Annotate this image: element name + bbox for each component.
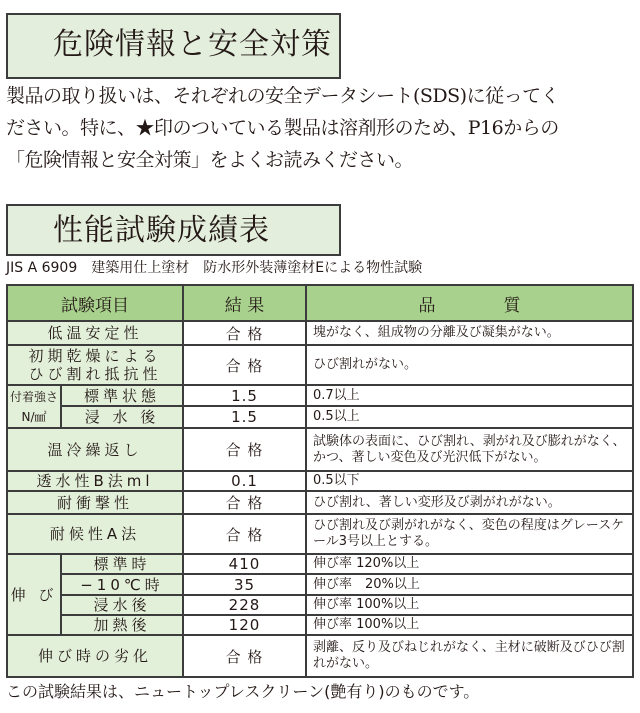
test-result: 0.1 bbox=[183, 471, 306, 491]
table-row bbox=[7, 428, 633, 471]
test-quality: 伸び率 100%以上 bbox=[306, 595, 633, 615]
test-result: 合 格 bbox=[183, 321, 306, 345]
test-result: 合 格 bbox=[183, 514, 306, 554]
test-result: 合 格 bbox=[183, 635, 306, 677]
test-quality: 0.5以下 bbox=[306, 471, 633, 491]
test-item: 低温安定性 bbox=[7, 321, 183, 345]
table-row bbox=[7, 406, 633, 428]
test-item: 透水性B法ml bbox=[7, 471, 183, 491]
table-row bbox=[7, 491, 633, 514]
table-row bbox=[7, 385, 633, 406]
table-row bbox=[7, 554, 633, 574]
test-quality: 伸び率 120%以上 bbox=[306, 554, 633, 574]
test-quality: ひび割れ、著しい変形及び剥がれがない。 bbox=[306, 491, 633, 514]
test-result: 合 格 bbox=[183, 428, 306, 471]
test-result: 1.5 bbox=[183, 406, 306, 428]
test-quality: 0.5以上 bbox=[306, 406, 633, 428]
paragraph-line: 製品の取り扱いは、それぞれの安全データシート(SDS)に従ってく bbox=[6, 85, 560, 107]
test-quality: ひび割れ及び剥がれがなく、変色の程度はグレースケール3号以上とする。 bbox=[306, 514, 633, 554]
table-row bbox=[7, 615, 633, 635]
test-item: 浸 水 後 bbox=[61, 406, 183, 428]
test-item: 耐候性A法 bbox=[7, 514, 183, 554]
header-quality: 品 質 bbox=[306, 285, 633, 321]
test-quality: 剥離、反り及びねじれがなく、主材に破断及びひび割れがない。 bbox=[306, 635, 633, 677]
header-test-item: 試験項目 bbox=[7, 285, 183, 321]
safety-paragraph bbox=[6, 80, 634, 176]
header-result: 結 果 bbox=[183, 285, 306, 321]
table-row bbox=[7, 595, 633, 615]
test-result: 35 bbox=[183, 574, 306, 595]
test-item: −10℃時 bbox=[61, 574, 183, 595]
test-item: 初期乾燥による ひび割れ抵抗性 bbox=[7, 345, 183, 385]
test-group-adhesion: 付着強さ N/㎟ bbox=[7, 385, 61, 428]
test-quality: 伸び率 100%以上 bbox=[306, 615, 633, 635]
table-row bbox=[7, 514, 633, 554]
test-result: 120 bbox=[183, 615, 306, 635]
paragraph-line: 「危険情報と安全対策」をよくお読みください。 bbox=[6, 149, 414, 171]
test-item: 温冷繰返し bbox=[7, 428, 183, 471]
table-row bbox=[7, 321, 633, 345]
test-item: 浸水後 bbox=[61, 595, 183, 615]
test-result: 1.5 bbox=[183, 385, 306, 406]
table-row bbox=[7, 635, 633, 677]
test-quality: 0.7以上 bbox=[306, 385, 633, 406]
table-header-row bbox=[7, 285, 633, 321]
test-result: 228 bbox=[183, 595, 306, 615]
test-item: 耐衝撃性 bbox=[7, 491, 183, 514]
test-result: 合 格 bbox=[183, 491, 306, 514]
test-standard-subtitle: JIS A 6909 建築用仕上塗材 防水形外装薄塗材Eによる物性試験 bbox=[6, 260, 423, 276]
performance-test-table bbox=[6, 284, 634, 678]
section-heading-safety: 危険情報と安全対策 bbox=[6, 13, 341, 79]
test-quality: 伸び率 20%以上 bbox=[306, 574, 633, 595]
test-item: 標準状態 bbox=[61, 385, 183, 406]
test-quality: 試験体の表面に、ひび割れ、剥がれ及び膨れがなく、かつ、著しい変色及び光沢低下がない。 bbox=[306, 428, 633, 471]
test-quality: 塊がなく、組成物の分離及び凝集がない。 bbox=[306, 321, 633, 345]
test-quality: ひび割れがない。 bbox=[306, 345, 633, 385]
paragraph-line: ださい。特に、★印のついている製品は溶剤形のため、P16からの bbox=[6, 117, 559, 139]
footer-note: この試験結果は、ニュートップレスクリーン(艶有り)のものです。 bbox=[6, 682, 480, 701]
test-result: 410 bbox=[183, 554, 306, 574]
table-row bbox=[7, 345, 633, 385]
test-item: 伸び時の劣化 bbox=[7, 635, 183, 677]
table-row bbox=[7, 471, 633, 491]
table-row bbox=[7, 574, 633, 595]
test-group-elongation: 伸 び bbox=[7, 554, 61, 635]
test-item: 加熱後 bbox=[61, 615, 183, 635]
test-result: 合 格 bbox=[183, 345, 306, 385]
section-heading-performance: 性能試験成績表 bbox=[6, 204, 341, 256]
test-item: 標準時 bbox=[61, 554, 183, 574]
